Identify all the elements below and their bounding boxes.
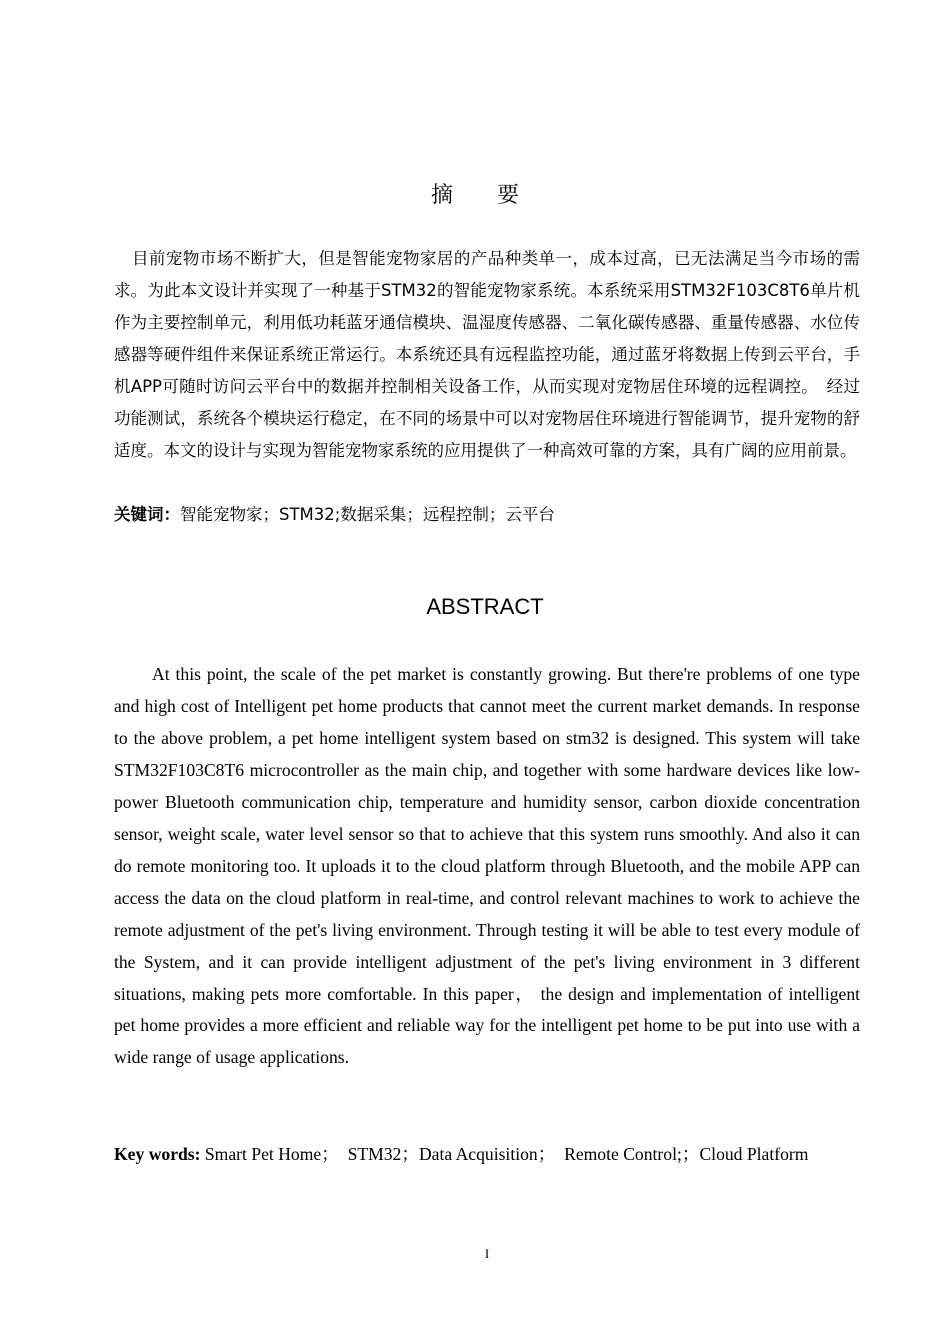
chinese-keywords <box>114 499 860 531</box>
chinese-keywords-value: 智能宠物家；STM32;数据采集；远程控制；云平台 <box>180 505 555 524</box>
english-keywords-label: Key words: <box>114 1144 201 1164</box>
english-keywords <box>114 1138 860 1170</box>
english-keywords-value: Smart Pet Home； STM32；Data Acquisition； Remote Control;；Cloud Platform <box>200 1144 809 1164</box>
chinese-abstract-title: 摘 要 <box>430 183 519 208</box>
page-number: I <box>484 1246 490 1261</box>
english-abstract-body: At this point, the scale of the pet market is constantly growing. But there're problems of one type and high cost of Intelligent pet home products that cannot meet the current market demands. In response to the above problem, a pet home intelligent system based on stm32 is designed. This system will take STM32F103C8T6 microcontroller as the main chip, and together with some hardware devices like low-power Bluetooth communication chip, temperature and humidity sensor, carbon dioxide concentration sensor, weight scale, water level sensor so that to achieve that this system runs smoothly. And also it can do remote monitoring too. It uploads it to the cloud platform through Bluetooth, and the mobile APP can access the data on the cloud platform in real-time, and control relevant machines to work to achieve the remote adjustment of the pet's living environment. Through testing it will be able to test every module of the System, and it can provide intelligent adjustment of the pet's living environment in 3 different situations, making pets more comfortable. In this paper， the design and implementation of intelligent pet home provides a more efficient and reliable way for the intelligent pet home to be put into use with a wide range of usage applications. <box>114 664 860 1068</box>
english-abstract-title: ABSTRACT <box>426 594 544 619</box>
chinese-keywords-label: 关键词： <box>114 505 180 524</box>
chinese-abstract-body: 目前宠物市场不断扩大，但是智能宠物家居的产品种类单一，成本过高，已无法满足当今市场的需求。为此本文设计并实现了一种基于STM32的智能宠物家系统。本系统采用STM32F103C8T6单片机作为主要控制单元，利用低功耗蓝牙通信模块、温湿度传感器、二氧化碳传感器、重量传感器、水位传感器等硬件组件来保证系统正常运行。本系统还具有远程监控功能，通过蓝牙将数据上传到云平台，手机APP可随时访问云平台中的数据并控制相关设备工作，从而实现对宠物居住环境的远程调控。 经过功能测试，系统各个模块运行稳定，在不同的场景中可以对宠物居住环境进行智能调节，提升宠物的舒适度。本文的设计与实现为智能宠物家系统的应用提供了一种高效可靠的方案，具有广阔的应用前景。 <box>114 249 860 460</box>
